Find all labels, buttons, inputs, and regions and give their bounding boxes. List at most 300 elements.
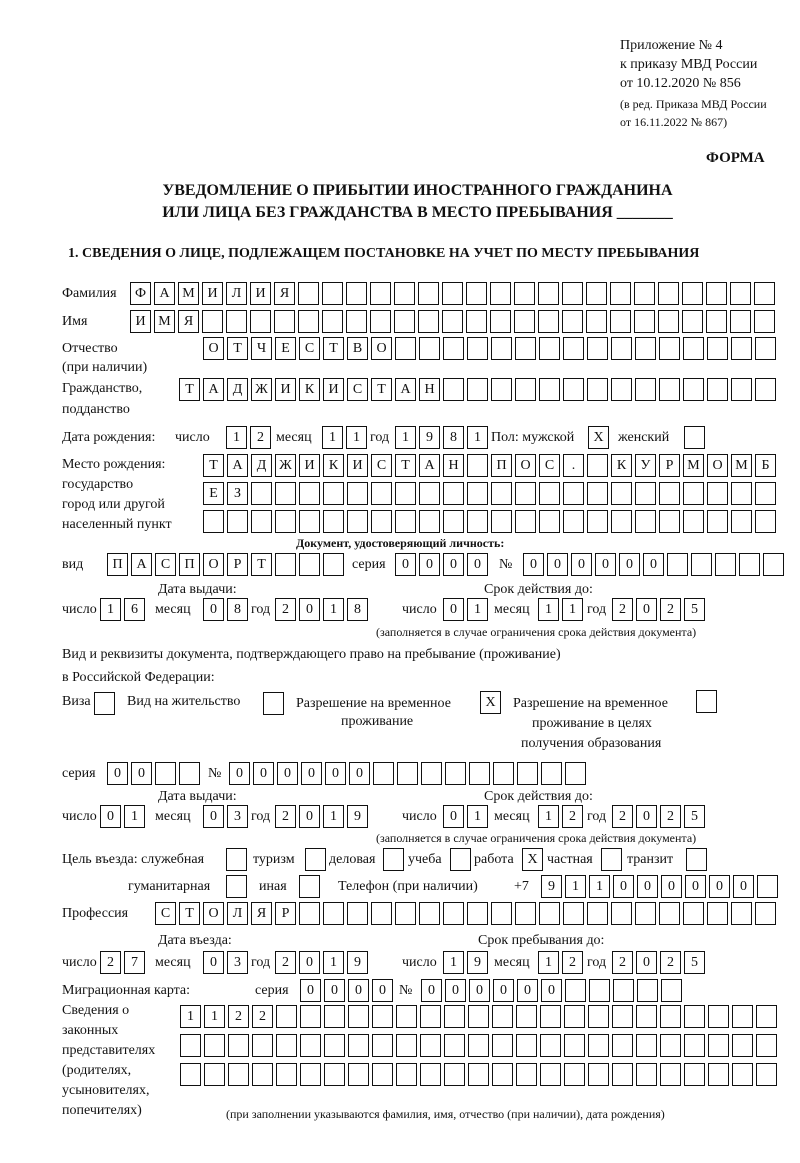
char-box[interactable]: 8	[347, 598, 368, 621]
char-box[interactable]	[756, 1063, 777, 1086]
char-box[interactable]	[708, 1063, 729, 1086]
char-box[interactable]	[658, 310, 679, 333]
char-box[interactable]	[420, 1063, 441, 1086]
purpose-work-checkbox[interactable]	[522, 848, 543, 871]
char-box[interactable]: 0	[469, 979, 490, 1002]
char-box[interactable]: 0	[299, 598, 320, 621]
char-box[interactable]	[540, 1063, 561, 1086]
char-box[interactable]	[263, 692, 284, 715]
trpe-checkbox[interactable]	[696, 690, 717, 713]
char-box[interactable]	[634, 310, 655, 333]
stay-number-field[interactable]	[229, 762, 586, 785]
char-box[interactable]: .	[563, 454, 584, 477]
trp-checkbox[interactable]	[480, 691, 501, 714]
char-box[interactable]: 9	[347, 951, 368, 974]
char-box[interactable]	[730, 310, 751, 333]
char-box[interactable]	[275, 482, 296, 505]
char-box[interactable]	[443, 337, 464, 360]
char-box[interactable]	[468, 1063, 489, 1086]
char-box[interactable]	[682, 282, 703, 305]
char-box[interactable]: 1	[180, 1005, 201, 1028]
char-box[interactable]	[539, 482, 560, 505]
char-box[interactable]	[667, 553, 688, 576]
char-box[interactable]: 2	[612, 951, 633, 974]
char-box[interactable]: Я	[178, 310, 199, 333]
char-box[interactable]	[490, 282, 511, 305]
char-box[interactable]	[94, 692, 115, 715]
char-box[interactable]	[323, 510, 344, 533]
char-box[interactable]: 2	[275, 951, 296, 974]
char-box[interactable]	[346, 310, 367, 333]
char-box[interactable]	[419, 902, 440, 925]
char-box[interactable]	[442, 282, 463, 305]
patronymic-field[interactable]	[203, 337, 776, 360]
char-box[interactable]	[659, 378, 680, 401]
char-box[interactable]	[706, 310, 727, 333]
char-box[interactable]	[587, 902, 608, 925]
char-box[interactable]	[276, 1063, 297, 1086]
char-box[interactable]	[588, 1005, 609, 1028]
char-box[interactable]: 0	[107, 762, 128, 785]
char-box[interactable]: 1	[226, 426, 247, 449]
char-box[interactable]	[634, 282, 655, 305]
char-box[interactable]	[396, 1034, 417, 1057]
char-box[interactable]	[324, 1005, 345, 1028]
char-box[interactable]	[732, 1063, 753, 1086]
phone-field[interactable]	[541, 875, 778, 898]
char-box[interactable]	[274, 310, 295, 333]
char-box[interactable]	[540, 1005, 561, 1028]
char-box[interactable]	[707, 378, 728, 401]
char-box[interactable]: 9	[467, 951, 488, 974]
char-box[interactable]	[227, 510, 248, 533]
char-box[interactable]	[730, 282, 751, 305]
char-box[interactable]	[563, 378, 584, 401]
char-box[interactable]	[276, 1034, 297, 1057]
char-box[interactable]: 0	[685, 875, 706, 898]
char-box[interactable]: 1	[322, 426, 343, 449]
char-box[interactable]	[515, 902, 536, 925]
char-box[interactable]	[493, 762, 514, 785]
char-box[interactable]	[754, 282, 775, 305]
char-box[interactable]	[611, 510, 632, 533]
reps-field[interactable]	[180, 1034, 777, 1057]
char-box[interactable]: 8	[227, 598, 248, 621]
char-box[interactable]	[757, 875, 778, 898]
char-box[interactable]	[707, 482, 728, 505]
mc-number-field[interactable]	[421, 979, 682, 1002]
stay-issue-year[interactable]	[275, 805, 368, 828]
char-box[interactable]	[683, 378, 704, 401]
char-box[interactable]	[491, 482, 512, 505]
char-box[interactable]: С	[371, 454, 392, 477]
char-box[interactable]	[587, 482, 608, 505]
char-box[interactable]	[491, 378, 512, 401]
female-checkbox[interactable]	[684, 426, 705, 449]
char-box[interactable]: А	[131, 553, 152, 576]
char-box[interactable]	[370, 310, 391, 333]
stay-issue-month[interactable]	[203, 805, 248, 828]
char-box[interactable]: 2	[250, 426, 271, 449]
char-box[interactable]	[299, 553, 320, 576]
char-box[interactable]	[755, 482, 776, 505]
doc-number-field[interactable]	[523, 553, 784, 576]
char-box[interactable]: 0	[523, 553, 544, 576]
char-box[interactable]	[611, 482, 632, 505]
char-box[interactable]	[371, 510, 392, 533]
char-box[interactable]: 1	[323, 951, 344, 974]
char-box[interactable]	[637, 979, 658, 1002]
char-box[interactable]: 2	[275, 598, 296, 621]
char-box[interactable]	[347, 510, 368, 533]
char-box[interactable]	[610, 282, 631, 305]
char-box[interactable]	[659, 482, 680, 505]
char-box[interactable]	[755, 510, 776, 533]
char-box[interactable]	[613, 979, 634, 1002]
birthplace-field[interactable]	[203, 482, 776, 505]
char-box[interactable]: 3	[227, 805, 248, 828]
char-box[interactable]	[203, 510, 224, 533]
char-box[interactable]	[756, 1005, 777, 1028]
char-box[interactable]: О	[203, 902, 224, 925]
char-box[interactable]: К	[323, 454, 344, 477]
char-box[interactable]: И	[299, 454, 320, 477]
char-box[interactable]: Д	[251, 454, 272, 477]
char-box[interactable]	[686, 848, 707, 871]
char-box[interactable]	[418, 282, 439, 305]
citizenship-field[interactable]	[179, 378, 776, 401]
char-box[interactable]: 0	[203, 951, 224, 974]
char-box[interactable]	[562, 310, 583, 333]
char-box[interactable]: 0	[733, 875, 754, 898]
char-box[interactable]	[610, 310, 631, 333]
char-box[interactable]: 1	[124, 805, 145, 828]
char-box[interactable]: X	[480, 691, 501, 714]
char-box[interactable]	[708, 1005, 729, 1028]
char-box[interactable]: 0	[324, 979, 345, 1002]
entry-month[interactable]	[203, 951, 248, 974]
char-box[interactable]	[661, 979, 682, 1002]
char-box[interactable]	[611, 378, 632, 401]
char-box[interactable]	[226, 875, 247, 898]
until-day[interactable]	[443, 951, 488, 974]
char-box[interactable]: К	[611, 454, 632, 477]
char-box[interactable]: П	[491, 454, 512, 477]
char-box[interactable]	[635, 510, 656, 533]
birth-year-field[interactable]	[395, 426, 488, 449]
char-box[interactable]	[563, 482, 584, 505]
char-box[interactable]: О	[203, 553, 224, 576]
until-year[interactable]	[612, 951, 705, 974]
char-box[interactable]	[658, 282, 679, 305]
char-box[interactable]: 5	[684, 951, 705, 974]
char-box[interactable]	[179, 762, 200, 785]
char-box[interactable]: 0	[301, 762, 322, 785]
char-box[interactable]	[684, 1063, 705, 1086]
purpose-other-checkbox[interactable]	[299, 875, 320, 898]
char-box[interactable]	[660, 1063, 681, 1086]
char-box[interactable]	[250, 310, 271, 333]
char-box[interactable]: С	[539, 454, 560, 477]
char-box[interactable]: Т	[371, 378, 392, 401]
char-box[interactable]	[586, 310, 607, 333]
char-box[interactable]: В	[347, 337, 368, 360]
char-box[interactable]	[635, 482, 656, 505]
doc-series-field[interactable]	[395, 553, 488, 576]
char-box[interactable]: Л	[227, 902, 248, 925]
char-box[interactable]	[565, 979, 586, 1002]
char-box[interactable]	[323, 482, 344, 505]
purpose-private-checkbox[interactable]	[601, 848, 622, 871]
char-box[interactable]	[204, 1034, 225, 1057]
char-box[interactable]	[299, 875, 320, 898]
char-box[interactable]	[443, 510, 464, 533]
char-box[interactable]	[324, 1063, 345, 1086]
char-box[interactable]	[517, 762, 538, 785]
char-box[interactable]: 0	[661, 875, 682, 898]
char-box[interactable]	[564, 1005, 585, 1028]
char-box[interactable]: А	[395, 378, 416, 401]
char-box[interactable]	[421, 762, 442, 785]
char-box[interactable]	[444, 1063, 465, 1086]
char-box[interactable]: 0	[547, 553, 568, 576]
char-box[interactable]: Ж	[275, 454, 296, 477]
char-box[interactable]	[539, 378, 560, 401]
char-box[interactable]: Б	[755, 454, 776, 477]
char-box[interactable]: 1	[443, 951, 464, 974]
char-box[interactable]	[226, 848, 247, 871]
char-box[interactable]: 0	[636, 598, 657, 621]
char-box[interactable]: 0	[203, 598, 224, 621]
char-box[interactable]: 0	[445, 979, 466, 1002]
reps-field[interactable]	[180, 1063, 777, 1086]
char-box[interactable]: 0	[229, 762, 250, 785]
char-box[interactable]	[467, 510, 488, 533]
char-box[interactable]: 0	[637, 875, 658, 898]
char-box[interactable]	[444, 1034, 465, 1057]
char-box[interactable]	[539, 510, 560, 533]
char-box[interactable]	[515, 337, 536, 360]
char-box[interactable]: 1	[323, 598, 344, 621]
char-box[interactable]	[683, 337, 704, 360]
char-box[interactable]	[228, 1034, 249, 1057]
char-box[interactable]	[467, 337, 488, 360]
char-box[interactable]: Т	[227, 337, 248, 360]
char-box[interactable]: 0	[349, 762, 370, 785]
char-box[interactable]	[370, 282, 391, 305]
char-box[interactable]	[515, 482, 536, 505]
char-box[interactable]	[419, 482, 440, 505]
char-box[interactable]	[539, 902, 560, 925]
char-box[interactable]: 0	[595, 553, 616, 576]
char-box[interactable]	[420, 1034, 441, 1057]
char-box[interactable]	[443, 378, 464, 401]
char-box[interactable]	[346, 282, 367, 305]
char-box[interactable]	[226, 310, 247, 333]
char-box[interactable]: Я	[251, 902, 272, 925]
char-box[interactable]	[418, 310, 439, 333]
char-box[interactable]: 0	[325, 762, 346, 785]
char-box[interactable]: О	[707, 454, 728, 477]
char-box[interactable]	[491, 337, 512, 360]
char-box[interactable]	[635, 902, 656, 925]
char-box[interactable]	[732, 1034, 753, 1057]
char-box[interactable]: 2	[100, 951, 121, 974]
name-field[interactable]	[130, 310, 775, 333]
char-box[interactable]	[419, 510, 440, 533]
char-box[interactable]	[754, 310, 775, 333]
char-box[interactable]	[298, 282, 319, 305]
char-box[interactable]	[443, 482, 464, 505]
char-box[interactable]: Е	[275, 337, 296, 360]
char-box[interactable]: 0	[299, 805, 320, 828]
char-box[interactable]	[300, 1034, 321, 1057]
char-box[interactable]: О	[203, 337, 224, 360]
char-box[interactable]	[587, 378, 608, 401]
char-box[interactable]: X	[588, 426, 609, 449]
char-box[interactable]: И	[250, 282, 271, 305]
char-box[interactable]	[300, 1063, 321, 1086]
birth-month-field[interactable]	[322, 426, 367, 449]
char-box[interactable]	[516, 1005, 537, 1028]
char-box[interactable]: 0	[348, 979, 369, 1002]
char-box[interactable]: А	[227, 454, 248, 477]
char-box[interactable]: 0	[395, 553, 416, 576]
char-box[interactable]	[373, 762, 394, 785]
birth-day-field[interactable]	[226, 426, 271, 449]
char-box[interactable]: 5	[684, 805, 705, 828]
char-box[interactable]: 9	[347, 805, 368, 828]
char-box[interactable]	[635, 378, 656, 401]
char-box[interactable]: А	[203, 378, 224, 401]
char-box[interactable]	[322, 282, 343, 305]
char-box[interactable]	[444, 1005, 465, 1028]
char-box[interactable]	[371, 902, 392, 925]
char-box[interactable]: 0	[253, 762, 274, 785]
char-box[interactable]	[564, 1034, 585, 1057]
char-box[interactable]: И	[202, 282, 223, 305]
char-box[interactable]	[372, 1063, 393, 1086]
char-box[interactable]	[347, 482, 368, 505]
char-box[interactable]	[515, 510, 536, 533]
char-box[interactable]	[202, 310, 223, 333]
char-box[interactable]	[397, 762, 418, 785]
char-box[interactable]	[420, 1005, 441, 1028]
char-box[interactable]: 2	[562, 805, 583, 828]
char-box[interactable]	[696, 690, 717, 713]
char-box[interactable]: 0	[643, 553, 664, 576]
char-box[interactable]	[659, 902, 680, 925]
char-box[interactable]: 1	[395, 426, 416, 449]
char-box[interactable]: 0	[131, 762, 152, 785]
char-box[interactable]: 0	[613, 875, 634, 898]
char-box[interactable]	[708, 1034, 729, 1057]
char-box[interactable]: Ч	[251, 337, 272, 360]
char-box[interactable]: О	[371, 337, 392, 360]
char-box[interactable]	[323, 553, 344, 576]
until-month[interactable]	[538, 951, 583, 974]
char-box[interactable]	[228, 1063, 249, 1086]
char-box[interactable]: 1	[346, 426, 367, 449]
purpose-tourism-checkbox[interactable]	[305, 848, 326, 871]
char-box[interactable]	[299, 510, 320, 533]
char-box[interactable]	[611, 902, 632, 925]
char-box[interactable]: Т	[323, 337, 344, 360]
char-box[interactable]	[275, 510, 296, 533]
char-box[interactable]	[514, 310, 535, 333]
char-box[interactable]	[395, 902, 416, 925]
char-box[interactable]: Т	[203, 454, 224, 477]
char-box[interactable]	[612, 1063, 633, 1086]
char-box[interactable]	[305, 848, 326, 871]
char-box[interactable]	[588, 1063, 609, 1086]
char-box[interactable]	[395, 337, 416, 360]
char-box[interactable]	[467, 378, 488, 401]
char-box[interactable]: Р	[227, 553, 248, 576]
char-box[interactable]	[565, 762, 586, 785]
char-box[interactable]	[466, 310, 487, 333]
char-box[interactable]: Т	[395, 454, 416, 477]
char-box[interactable]: 1	[538, 805, 559, 828]
char-box[interactable]	[586, 282, 607, 305]
char-box[interactable]: 0	[299, 951, 320, 974]
birthplace-field[interactable]	[203, 510, 776, 533]
char-box[interactable]	[707, 337, 728, 360]
char-box[interactable]	[323, 902, 344, 925]
char-box[interactable]	[300, 1005, 321, 1028]
char-box[interactable]: Н	[443, 454, 464, 477]
char-box[interactable]: 0	[636, 805, 657, 828]
char-box[interactable]	[252, 1034, 273, 1057]
char-box[interactable]: П	[179, 553, 200, 576]
char-box[interactable]: С	[299, 337, 320, 360]
char-box[interactable]: М	[731, 454, 752, 477]
char-box[interactable]	[612, 1005, 633, 1028]
char-box[interactable]	[276, 1005, 297, 1028]
char-box[interactable]: М	[154, 310, 175, 333]
char-box[interactable]	[732, 1005, 753, 1028]
char-box[interactable]	[563, 510, 584, 533]
char-box[interactable]	[275, 553, 296, 576]
doc-issue-month[interactable]	[203, 598, 248, 621]
char-box[interactable]	[763, 553, 784, 576]
char-box[interactable]	[419, 337, 440, 360]
char-box[interactable]	[468, 1005, 489, 1028]
char-box[interactable]: И	[130, 310, 151, 333]
char-box[interactable]	[467, 902, 488, 925]
char-box[interactable]: Р	[275, 902, 296, 925]
char-box[interactable]	[683, 482, 704, 505]
char-box[interactable]: 7	[124, 951, 145, 974]
char-box[interactable]	[601, 848, 622, 871]
char-box[interactable]	[636, 1063, 657, 1086]
char-box[interactable]: С	[155, 553, 176, 576]
char-box[interactable]	[469, 762, 490, 785]
char-box[interactable]	[466, 282, 487, 305]
char-box[interactable]	[659, 337, 680, 360]
char-box[interactable]: 1	[323, 805, 344, 828]
stay-issue-day[interactable]	[100, 805, 145, 828]
char-box[interactable]	[348, 1005, 369, 1028]
char-box[interactable]: Е	[203, 482, 224, 505]
char-box[interactable]	[541, 762, 562, 785]
purpose-humanitarian-checkbox[interactable]	[226, 875, 247, 898]
char-box[interactable]: 0	[571, 553, 592, 576]
char-box[interactable]	[299, 902, 320, 925]
char-box[interactable]	[660, 1034, 681, 1057]
char-box[interactable]: 0	[100, 805, 121, 828]
char-box[interactable]	[635, 337, 656, 360]
